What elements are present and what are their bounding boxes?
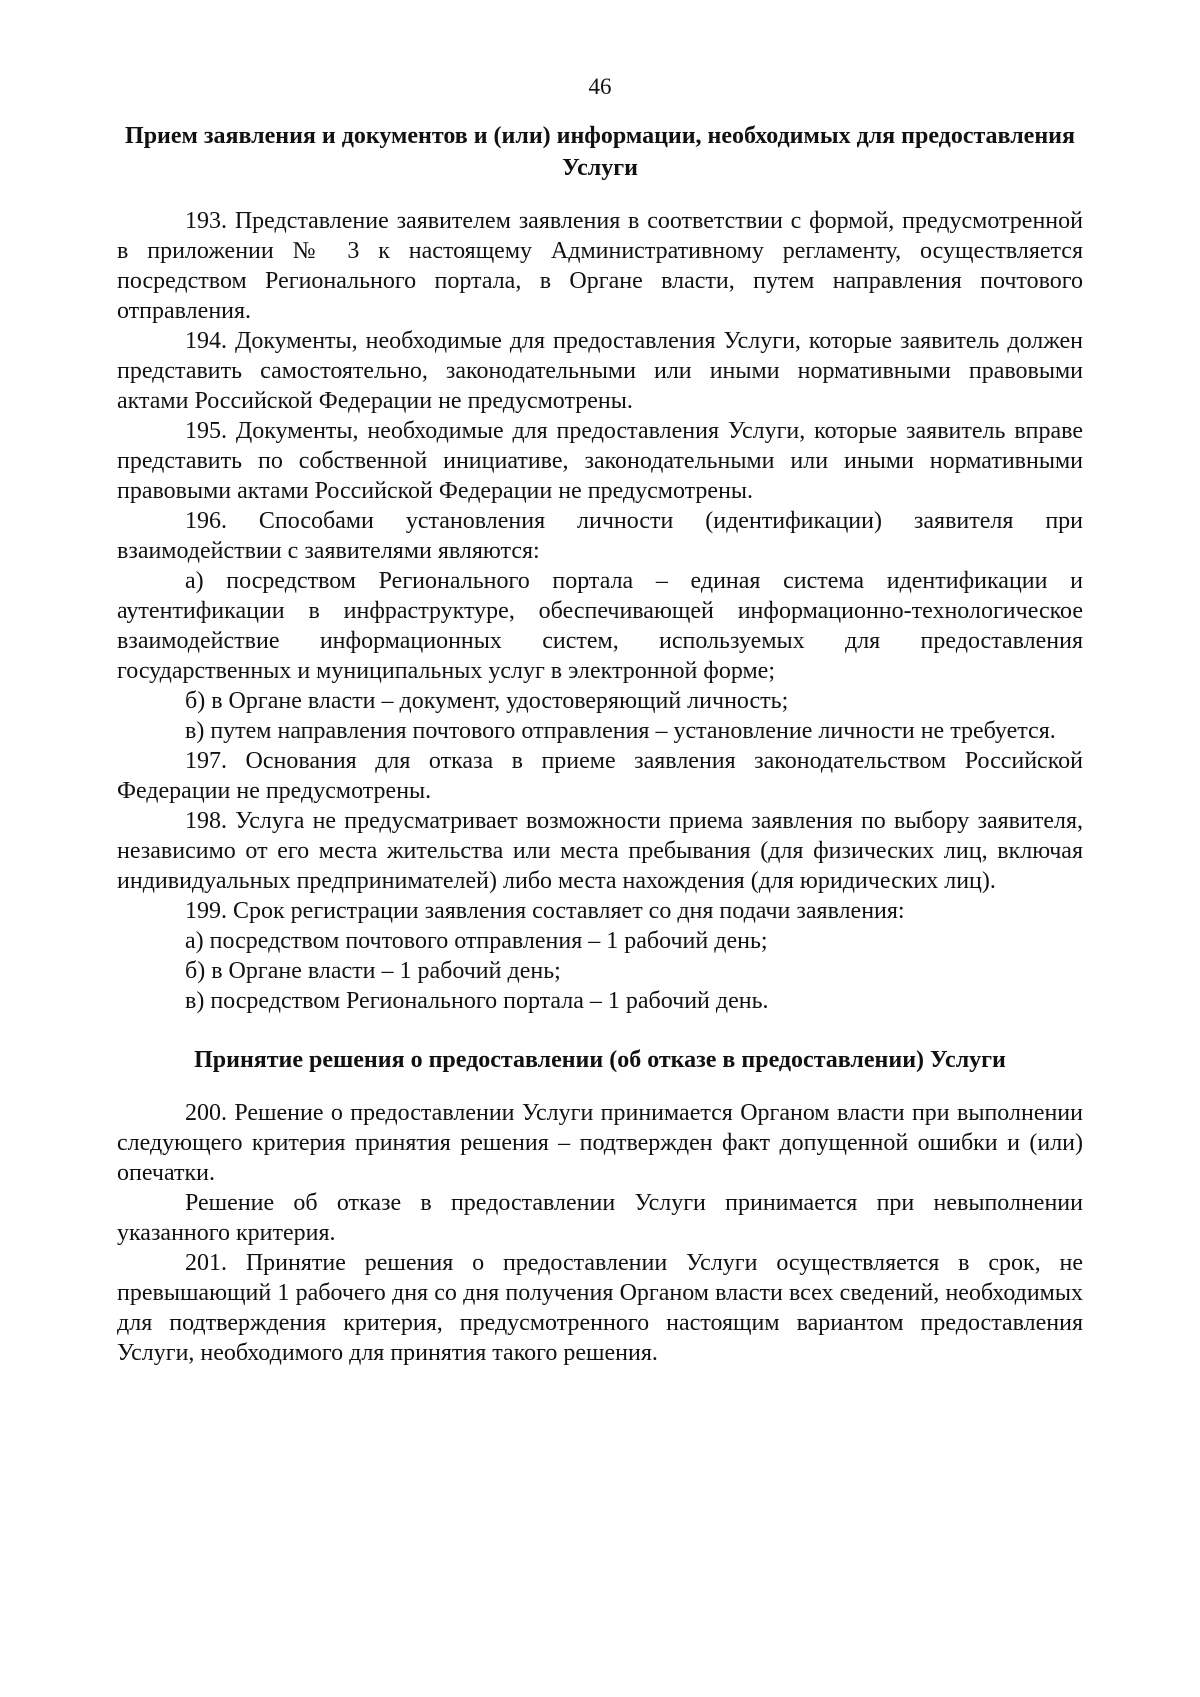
paragraph-200-refusal: Решение об отказе в предоставлении Услуги принимается при невыполнении указанного критерия. — [117, 1190, 1083, 1246]
paragraph-200: 200. Решение о предоставлении Услуги принимается Органом власти при выполнении следующего критерия принятия решения – подтвержден факт допущенной ошибки и (или) опечатки. — [117, 1100, 1083, 1186]
paragraph-197: 197. Основания для отказа в приеме заявления законодательством Российской Федерации не предусмотрены. — [117, 748, 1083, 804]
paragraph-196: 196. Способами установления личности (идентификации) заявителя при взаимодействии с заявителями являются: — [117, 508, 1083, 564]
paragraph-194: 194. Документы, необходимые для предоставления Услуги, которые заявитель должен представить самостоятельно, законодательными или иными нормативными правовыми актами Российской Федерации не предусмотрены. — [117, 328, 1083, 414]
paragraph-196-item-v: в) путем направления почтового отправления – установление личности не требуется. — [185, 718, 1056, 744]
section-heading-application-intake: Прием заявления и документов и (или) информации, необходимых для предоставления Услуги — [125, 123, 1075, 181]
paragraph-199-item-v: в) посредством Регионального портала – 1 рабочий день. — [185, 988, 769, 1014]
paragraph-196-item-b: б) в Органе власти – документ, удостоверяющий личность; — [185, 688, 789, 714]
paragraph-199-item-b: б) в Органе власти – 1 рабочий день; — [185, 958, 561, 984]
paragraph-199-item-a: а) посредством почтового отправления – 1 рабочий день; — [185, 928, 768, 954]
paragraph-196-item-a: а) посредством Регионального портала – единая система идентификации и аутентификации в инфраструктуре, обеспечивающей информационно-технологическое взаимодействие информационных систем, используемых для предоставления государственных и муниципальных услуг в электронной форме; — [117, 568, 1083, 684]
paragraph-195: 195. Документы, необходимые для предоставления Услуги, которые заявитель вправе представить по собственной инициативе, законодательными или иными нормативными правовыми актами Российской Федерации не предусмотрены. — [117, 418, 1083, 504]
document-body — [117, 120, 1083, 1368]
paragraph-193: 193. Представление заявителем заявления в соответствии с формой, предусмотренной в приложении № 3 к настоящему Административному регламенту, осуществляется посредством Регионального портала, в Органе власти, путем направления почтового отправления. — [117, 208, 1083, 324]
section-heading-decision: Принятие решения о предоставлении (об отказе в предоставлении) Услуги — [194, 1047, 1006, 1073]
page-number: 46 — [588, 74, 612, 99]
paragraph-199: 199. Срок регистрации заявления составляет со дня подачи заявления: — [185, 898, 905, 924]
paragraph-198: 198. Услуга не предусматривает возможности приема заявления по выбору заявителя, независимо от его места жительства или места пребывания (для физических лиц, включая индивидуальных предпринимателей) либо места нахождения (для юридических лиц). — [117, 808, 1083, 894]
paragraph-201: 201. Принятие решения о предоставлении Услуги осуществляется в срок, не превышающий 1 рабочего дня со дня получения Органом власти всех сведений, необходимых для подтверждения критерия, предусмотренного настоящим вариантом предоставления Услуги, необходимого для принятия такого решения. — [117, 1250, 1083, 1366]
